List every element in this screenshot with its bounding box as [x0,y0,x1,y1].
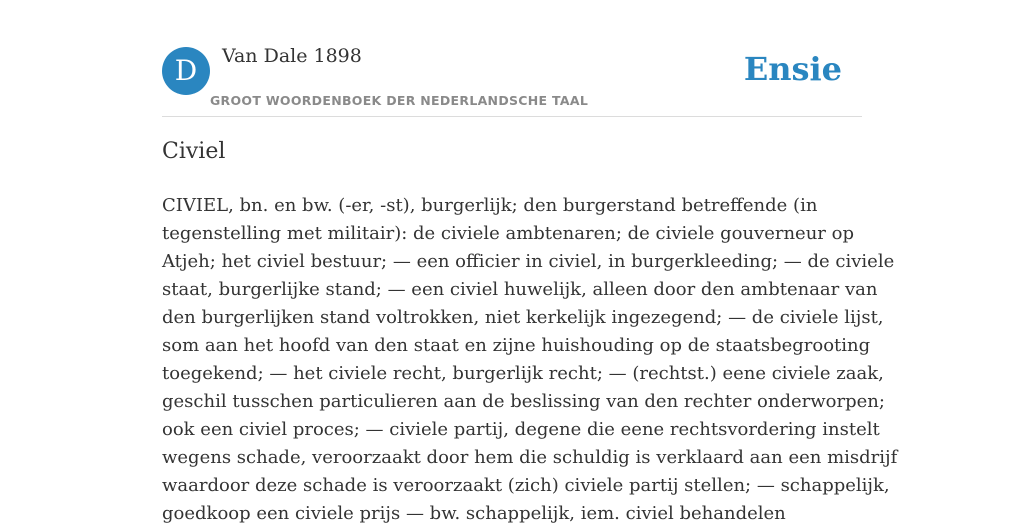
dictionary-logo-icon[interactable]: D [162,47,210,95]
definition-line: den burgerlijken stand voltrokken, niet kerkelijk ingezegend; — de civiele lijst, [162,307,884,328]
definition-line: som aan het hoofd van den staat en zijne huishouding op de staatsbegrooting [162,335,871,356]
definition-line: geschil tusschen particulieren aan de beslissing van den rechter onderworpen; [162,391,885,412]
entry-title: Civiel [162,139,226,164]
site-header [162,0,862,117]
dictionary-title[interactable]: Van Dale 1898 [222,45,362,67]
definition-line: CIVIEL, bn. en bw. (-er, -st), burgerlijk; den burgerstand betreffende (in [162,195,818,216]
definition-line: ook een civiel proces; — civiele partij, degene die eene rechtsvordering instelt [162,419,880,440]
definition-line: waardoor deze schade is veroorzaakt (zich) civiele partij stellen; — schappelijk, [162,475,890,496]
dictionary-subtitle: GROOT WOORDENBOEK DER NEDERLANDSCHE TAAL [210,93,589,108]
definition-line: staat, burgerlijke stand; — een civiel huwelijk, alleen door den ambtenaar van [162,279,878,300]
definition-line: wegens schade, veroorzaakt door hem die schuldig is verklaard aan een misdrijf [162,447,898,468]
definition-line: tegenstelling met militair): de civiele ambtenaren; de civiele gouverneur op [162,223,854,244]
ensie-logo[interactable]: Ensie [743,50,842,88]
definition-line: toegekend; — het civiele recht, burgerlijk recht; — (rechtst.) eene civiele zaak, [162,363,884,384]
definition-line: goedkoop een civiele prijs — bw. schappelijk, iem. civiel behandelen [162,503,786,524]
definition-line: Atjeh; het civiel bestuur; — een officier in civiel, in burgerkleeding; — de civiele [162,251,895,272]
entry-definition [162,192,898,528]
